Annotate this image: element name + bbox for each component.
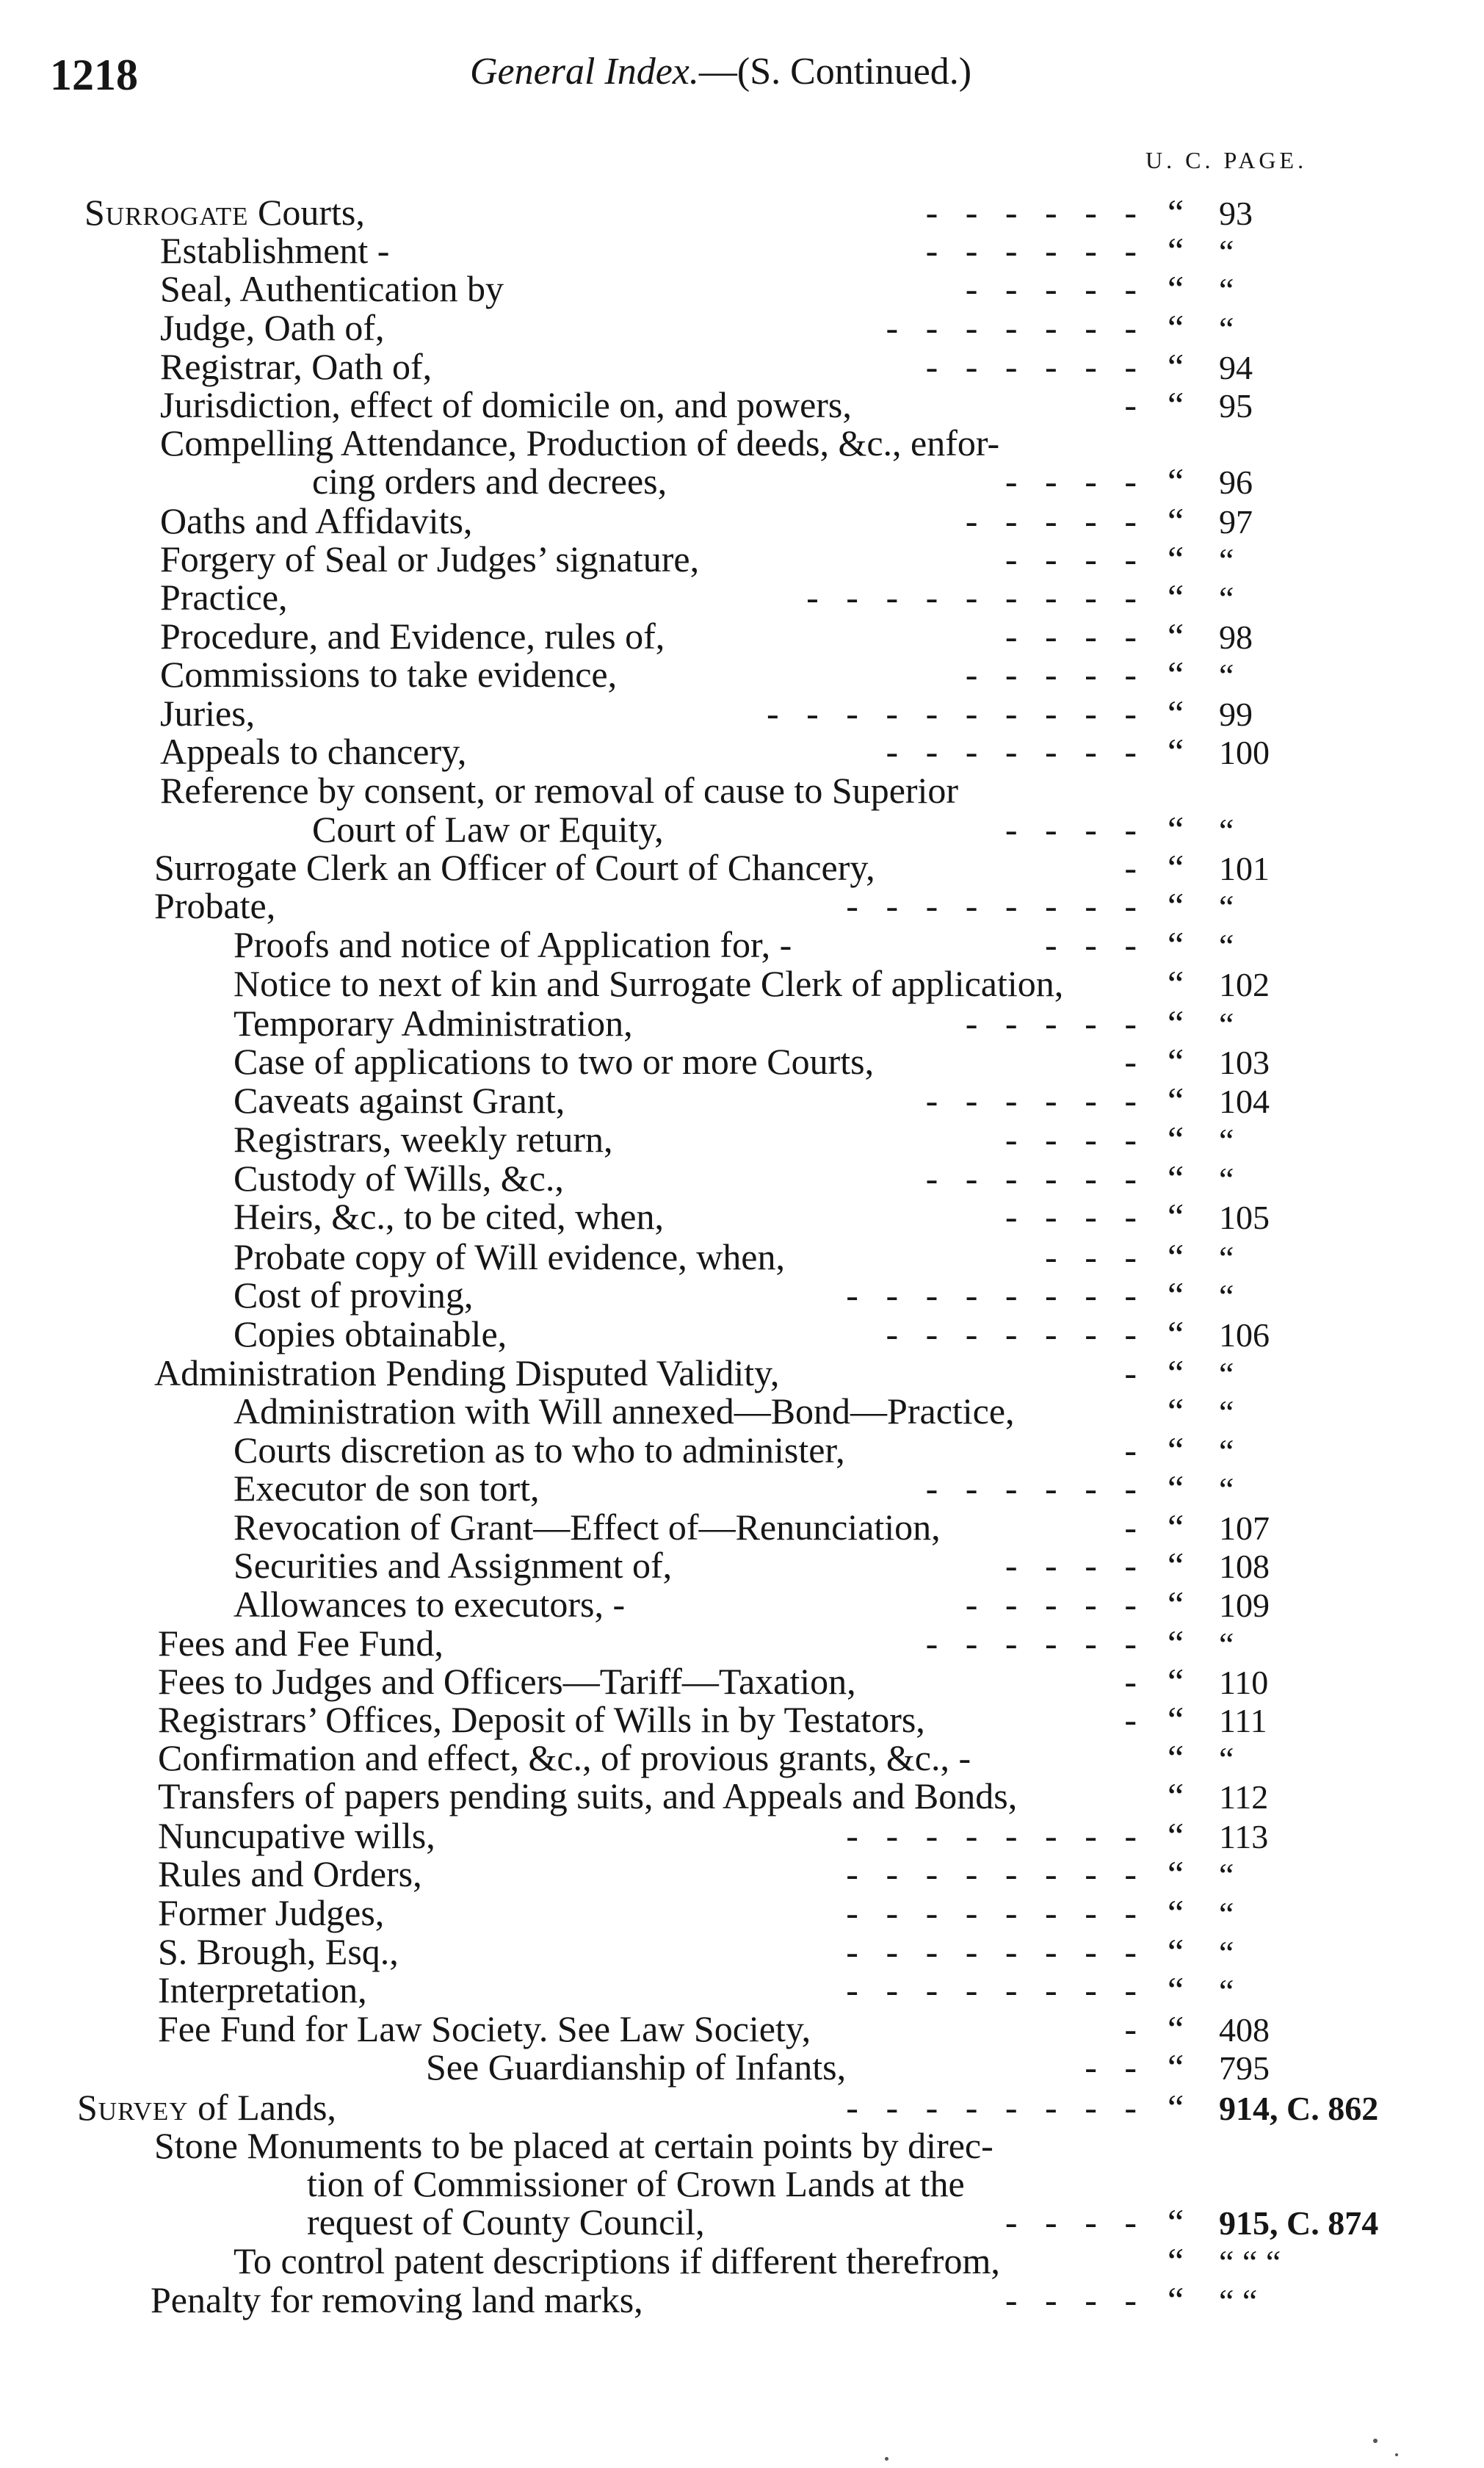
uc-ditto: “ xyxy=(1168,538,1184,580)
leader-dashes: - - xyxy=(1085,2046,1137,2088)
page-ref: “ xyxy=(1219,1972,1234,2010)
leader-dashes: - - - - - - - - xyxy=(846,1815,1137,1856)
index-entry xyxy=(0,1157,1484,1199)
index-entry xyxy=(0,692,1484,734)
leader-dashes: - xyxy=(1124,847,1137,888)
page-ref: “ xyxy=(1219,1239,1234,1277)
uc-ditto: “ xyxy=(1168,1119,1184,1160)
uc-ditto: “ xyxy=(1168,1699,1184,1740)
leader-dashes: - - - - - - - - xyxy=(846,885,1137,926)
entry-label: cing orders and decrees, xyxy=(312,461,667,502)
page-ref: “ xyxy=(1219,927,1234,964)
index-entry xyxy=(0,730,1484,772)
page-ref: 107 xyxy=(1219,1509,1270,1547)
speck xyxy=(1395,2453,1398,2456)
index-entry xyxy=(0,1467,1484,1509)
entry-label: tion of Commissioner of Crown Lands at the xyxy=(307,2163,965,2204)
index-entry xyxy=(0,1313,1484,1354)
uc-ditto: “ xyxy=(1168,577,1184,618)
index-entry xyxy=(0,1852,1484,1894)
entry-label xyxy=(77,2089,336,2126)
uc-ditto: “ xyxy=(1168,346,1184,387)
uc-ditto: “ xyxy=(1168,1661,1184,1702)
leader-dashes: - - - - - - xyxy=(925,192,1137,233)
uc-ditto: “ xyxy=(1168,1584,1184,1625)
leader-dashes: - xyxy=(1124,1661,1137,1702)
uc-ditto: “ xyxy=(1168,1507,1184,1548)
uc-ditto: “ xyxy=(1168,1390,1184,1432)
leader-dashes: - - - - - - - xyxy=(886,1313,1137,1354)
entry-label: Notice to next of kin and Surrogate Clerk of application, xyxy=(234,963,1064,1004)
entry-label: Seal, Authentication by xyxy=(160,268,504,309)
leader-dashes: - - - - - - - - - xyxy=(806,577,1137,618)
page-ref: 113 xyxy=(1219,1818,1269,1855)
page-ref: “ xyxy=(1219,580,1234,617)
entry-label: Forgery of Seal or Judges’ signature, xyxy=(160,538,700,580)
index-entry xyxy=(0,1390,1484,1432)
page-ref: “ xyxy=(1219,1006,1234,1043)
page-ref: “ xyxy=(1219,310,1234,347)
index-entry xyxy=(0,769,1484,811)
leader-dashes: - - - - - - - - xyxy=(846,1853,1137,1894)
page-ref: 95 xyxy=(1219,387,1253,425)
page-ref: “ “ xyxy=(1219,2282,1258,2320)
uc-ditto: “ xyxy=(1168,500,1184,541)
entry-label: Court of Law or Equity, xyxy=(312,809,664,850)
entry-label: Probate copy of Will evidence, when, xyxy=(234,1236,786,1277)
uc-ditto: “ xyxy=(1168,2201,1184,2243)
entry-label: Oaths and Affidavits, xyxy=(160,500,473,541)
leader-dashes: - - - - - - xyxy=(925,1468,1137,1509)
uc-ditto: “ xyxy=(1168,616,1184,657)
uc-ditto: “ xyxy=(1168,1274,1184,1316)
index-entry xyxy=(0,1118,1484,1160)
page-ref: 103 xyxy=(1219,1044,1270,1081)
page-ref: 914, C. 862 xyxy=(1219,2090,1379,2127)
page-ref: “ xyxy=(1219,1471,1234,1508)
index-entry xyxy=(0,422,1484,463)
page-ref: “ xyxy=(1219,657,1234,694)
index-entry xyxy=(0,460,1484,502)
page-ref: 795 xyxy=(1219,2049,1270,2087)
leader-dashes: - xyxy=(1124,2008,1137,2049)
index-entry xyxy=(0,499,1484,541)
leader-dashes: - xyxy=(1124,1352,1137,1393)
leader-dashes: - - - - - xyxy=(965,1003,1137,1044)
uc-ditto: “ xyxy=(1168,307,1184,348)
entry-label: Caveats against Grant, xyxy=(234,1080,565,1121)
page-ref: “ xyxy=(1219,1122,1234,1159)
entry-label: Judge, Oath of, xyxy=(160,307,385,348)
index-entry xyxy=(0,1775,1484,1816)
page-ref: 408 xyxy=(1219,2011,1270,2049)
uc-ditto: “ xyxy=(1168,1003,1184,1044)
uc-ditto: “ xyxy=(1168,885,1184,926)
uc-ditto: “ xyxy=(1168,1080,1184,1121)
index-entry xyxy=(0,653,1484,695)
index-entry xyxy=(0,615,1484,657)
entry-label: Revocation of Grant—Effect of—Renunciation, xyxy=(234,1507,941,1548)
index-entry xyxy=(0,1195,1484,1237)
entry-label: Rules and Orders, xyxy=(158,1853,422,1894)
leader-dashes: - xyxy=(1124,1041,1137,1082)
page-ref: 101 xyxy=(1219,850,1270,887)
entry-label: Case of applications to two or more Courts, xyxy=(234,1041,875,1082)
uc-ditto: “ xyxy=(1168,192,1184,233)
entry-label-text: of Lands, xyxy=(188,2087,336,2128)
index-entry xyxy=(0,1506,1484,1548)
index-entry xyxy=(0,2007,1484,2049)
page-ref: 112 xyxy=(1219,1778,1269,1816)
leader-dashes: - xyxy=(1124,1699,1137,1740)
entry-label: Jurisdiction, effect of domicile on, and powers, xyxy=(160,384,852,425)
uc-ditto: “ xyxy=(1168,384,1184,425)
entry-label: Fee Fund for Law Society. See Law Society, xyxy=(158,2008,811,2049)
index-entry xyxy=(0,1235,1484,1277)
entry-label: Administration with Will annexed—Bond—Practice, xyxy=(234,1390,1015,1432)
uc-ditto: “ xyxy=(1168,693,1184,734)
index-entry xyxy=(0,1429,1484,1471)
index-entry xyxy=(0,306,1484,348)
leader-dashes: - - - - xyxy=(1005,2279,1137,2320)
page-ref: 111 xyxy=(1219,1702,1267,1739)
page-ref: “ xyxy=(1219,1432,1234,1470)
uc-ditto: “ xyxy=(1168,1892,1184,1933)
entry-label: Executor de son tort, xyxy=(234,1468,540,1509)
page-ref: “ xyxy=(1219,1740,1234,1778)
entry-label: Cost of proving, xyxy=(234,1274,474,1316)
entry-label: Custody of Wills, &c., xyxy=(234,1158,564,1199)
uc-ditto: “ xyxy=(1168,230,1184,271)
index-entry xyxy=(0,2278,1484,2320)
entry-label: Stone Monuments to be placed at certain points by direc- xyxy=(154,2125,993,2166)
entry-label: Courts discretion as to who to administer, xyxy=(234,1429,845,1471)
uc-ditto: “ xyxy=(1168,1352,1184,1393)
page-ref: 96 xyxy=(1219,463,1253,501)
uc-ditto: “ xyxy=(1168,963,1184,1004)
leader-dashes: - - - xyxy=(1045,924,1137,965)
page-ref: 915, C. 874 xyxy=(1219,2204,1379,2242)
page-ref: “ xyxy=(1219,1626,1234,1663)
leader-dashes: - - - - - - - - - - xyxy=(766,693,1137,734)
uc-ditto: “ xyxy=(1168,847,1184,888)
page-ref: “ xyxy=(1219,233,1234,270)
entry-label: See Guardianship of Infants, xyxy=(426,2046,847,2088)
leader-dashes: - - - - - - - - xyxy=(846,1892,1137,1933)
leader-dashes: - - - - xyxy=(1005,1545,1137,1586)
running-head-italic: General Index. xyxy=(470,51,699,93)
entry-label: Registrars, weekly return, xyxy=(234,1119,613,1160)
page-ref: “ xyxy=(1219,1277,1234,1315)
index-entry xyxy=(0,1079,1484,1121)
uc-ditto: “ xyxy=(1168,1041,1184,1082)
index-entry xyxy=(0,1969,1484,2010)
uc-ditto: “ xyxy=(1168,1969,1184,2010)
uc-ditto: “ xyxy=(1168,731,1184,772)
leader-dashes: - - - - - - xyxy=(925,1080,1137,1121)
leader-dashes: - - - - xyxy=(1005,616,1137,657)
page-ref: 109 xyxy=(1219,1587,1270,1624)
uc-ditto: “ xyxy=(1168,1853,1184,1894)
uc-ditto: “ xyxy=(1168,1737,1184,1778)
page-ref: 106 xyxy=(1219,1316,1270,1354)
entry-label: Temporary Administration, xyxy=(234,1003,633,1044)
index-entry xyxy=(0,1352,1484,1393)
leader-dashes: - - - - xyxy=(1005,538,1137,580)
uc-ditto: “ xyxy=(1168,2240,1184,2281)
index-entry xyxy=(0,1274,1484,1316)
leader-dashes: - - - - xyxy=(1005,2201,1137,2243)
entry-label: Former Judges, xyxy=(158,1892,385,1933)
entry-label: Establishment - xyxy=(160,230,390,271)
index-entry xyxy=(0,2201,1484,2243)
index-entry xyxy=(0,1930,1484,1972)
entry-label: Allowances to executors, - xyxy=(234,1584,626,1625)
uc-ditto: “ xyxy=(1168,1313,1184,1354)
uc-ditto: “ xyxy=(1168,461,1184,502)
leader-dashes: - - - - - - xyxy=(925,1158,1137,1199)
index-entry xyxy=(0,383,1484,425)
index-entry xyxy=(0,1544,1484,1586)
entry-heading-word: Surrogate xyxy=(84,192,249,233)
uc-ditto: “ xyxy=(1168,1931,1184,1972)
uc-ditto: “ xyxy=(1168,1545,1184,1586)
entry-label: request of County Council, xyxy=(307,2201,705,2243)
running-head-rest: —(S. Continued.) xyxy=(698,51,972,93)
leader-dashes: - - - - - - xyxy=(925,1623,1137,1664)
index-entry xyxy=(0,191,1484,233)
uc-ditto: “ xyxy=(1168,2046,1184,2088)
index-entry xyxy=(0,2162,1484,2204)
entry-label: Administration Pending Disputed Validity, xyxy=(154,1352,780,1393)
entry-label: Securities and Assignment of, xyxy=(234,1545,673,1586)
page-ref: “ xyxy=(1219,812,1234,849)
uc-ditto: “ xyxy=(1168,2008,1184,2049)
index-entry xyxy=(0,2086,1484,2128)
speck xyxy=(885,2457,888,2461)
entry-label: Nuncupative wills, xyxy=(158,1815,435,1856)
uc-ditto: “ xyxy=(1168,1429,1184,1471)
index-entry xyxy=(0,1622,1484,1664)
leader-dashes: - - - - xyxy=(1005,461,1137,502)
page-ref: 99 xyxy=(1219,696,1253,733)
entry-label-text: Courts, xyxy=(248,192,365,233)
leader-dashes: - - - - xyxy=(1005,1119,1137,1160)
index-entry xyxy=(0,345,1484,387)
uc-ditto: “ xyxy=(1168,1158,1184,1199)
index-entry xyxy=(0,1814,1484,1856)
page-ref: 94 xyxy=(1219,349,1253,386)
entry-label: Fees to Judges and Officers—Tariff—Taxation, xyxy=(158,1661,856,1702)
index-entry xyxy=(0,1660,1484,1702)
index-entry xyxy=(0,1891,1484,1933)
uc-ditto: “ xyxy=(1168,268,1184,309)
entry-label: Fees and Fee Fund, xyxy=(158,1623,444,1664)
entry-heading-word: Survey xyxy=(77,2087,189,2128)
uc-ditto: “ xyxy=(1168,1623,1184,1664)
leader-dashes: - - - - - xyxy=(965,500,1137,541)
leader-dashes: - - - - - xyxy=(965,1584,1137,1625)
entry-label: Heirs, &c., to be cited, when, xyxy=(234,1196,664,1237)
page-ref: 100 xyxy=(1219,734,1270,771)
uc-ditto: “ xyxy=(1168,1815,1184,1856)
leader-dashes: - - - xyxy=(1045,1236,1137,1277)
entry-label xyxy=(84,194,365,231)
uc-ditto: “ xyxy=(1168,1236,1184,1277)
entry-label: S. Brough, Esq., xyxy=(158,1931,399,1972)
index-entry xyxy=(0,2240,1484,2281)
entry-label: Interpretation, xyxy=(158,1969,367,2010)
leader-dashes: - - - - - xyxy=(965,654,1137,695)
uc-ditto: “ xyxy=(1168,654,1184,695)
leader-dashes: - - - - - - - xyxy=(886,731,1137,772)
leader-dashes: - xyxy=(1124,384,1137,425)
leader-dashes: - - - - - - - xyxy=(886,307,1137,348)
entry-label: Compelling Attendance, Production of deeds, &c., enfor- xyxy=(160,422,1000,463)
leader-dashes: - - - - - - - - xyxy=(846,1931,1137,1972)
page-ref: 104 xyxy=(1219,1083,1270,1120)
index-entry xyxy=(0,267,1484,309)
uc-ditto: “ xyxy=(1168,1468,1184,1509)
entry-label: Proofs and notice of Application for, - xyxy=(234,924,792,965)
uc-ditto: “ xyxy=(1168,1196,1184,1237)
index-entry xyxy=(0,1698,1484,1740)
leader-dashes: - - - - xyxy=(1005,1196,1137,1237)
entry-label: Juries, xyxy=(160,693,256,734)
entry-label: Practice, xyxy=(160,577,288,618)
index-entry xyxy=(0,576,1484,618)
index-entry xyxy=(0,1736,1484,1778)
entry-label: To control patent descriptions if different therefrom, xyxy=(234,2240,1000,2281)
leader-dashes: - - - - - - - - xyxy=(846,1969,1137,2010)
page-ref: “ xyxy=(1219,1934,1234,1971)
page-ref: 108 xyxy=(1219,1548,1270,1585)
page-ref: “ “ “ xyxy=(1219,2243,1281,2281)
index-entry xyxy=(0,2124,1484,2166)
page-ref: 98 xyxy=(1219,618,1253,656)
uc-ditto: “ xyxy=(1168,809,1184,850)
entry-label: Probate, xyxy=(154,885,276,926)
page-ref: “ xyxy=(1219,271,1234,308)
leader-dashes: - - - - - xyxy=(965,268,1137,309)
page-number: 1218 xyxy=(50,51,138,99)
entry-label: Appeals to chancery, xyxy=(160,731,467,772)
index-entry xyxy=(0,962,1484,1004)
page-ref: 110 xyxy=(1219,1664,1269,1701)
leader-dashes: - - - - xyxy=(1005,809,1137,850)
leader-dashes: - - - - - - xyxy=(925,230,1137,271)
entry-label: Reference by consent, or removal of cause to Superior xyxy=(160,770,959,811)
entry-label: Registrars’ Offices, Deposit of Wills in by Testators, xyxy=(158,1699,925,1740)
page-ref: “ xyxy=(1219,1856,1234,1894)
index-entry xyxy=(0,923,1484,965)
index-entry xyxy=(0,538,1484,580)
leader-dashes: - - - - - - - - xyxy=(846,1274,1137,1316)
page-ref: 97 xyxy=(1219,503,1253,541)
page-ref: 105 xyxy=(1219,1199,1270,1236)
entry-label: Confirmation and effect, &c., of provious grants, &c., - xyxy=(158,1737,971,1778)
leader-dashes: - xyxy=(1124,1429,1137,1471)
leader-dashes: - xyxy=(1124,1507,1137,1548)
index-entry xyxy=(0,808,1484,850)
speck xyxy=(1373,2439,1378,2443)
entry-label: Penalty for removing land marks, xyxy=(151,2279,643,2320)
index-entry xyxy=(0,2046,1484,2088)
index-entry xyxy=(0,1583,1484,1625)
leader-dashes: - - - - - - - - xyxy=(846,2087,1137,2128)
page-ref: “ xyxy=(1219,1355,1234,1393)
page-ref: “ xyxy=(1219,888,1234,926)
uc-ditto: “ xyxy=(1168,2279,1184,2320)
entry-label: Surrogate Clerk an Officer of Court of Chancery, xyxy=(154,847,875,888)
leader-dashes: - - - - - - xyxy=(925,346,1137,387)
entry-label: Registrar, Oath of, xyxy=(160,346,432,387)
column-header: U. C. PAGE. xyxy=(1145,147,1308,173)
page-ref: “ xyxy=(1219,1393,1234,1431)
index-entry xyxy=(0,1040,1484,1082)
index-entry xyxy=(0,884,1484,926)
uc-ditto: “ xyxy=(1168,924,1184,965)
page-ref: 102 xyxy=(1219,966,1270,1003)
page-ref: “ xyxy=(1219,1161,1234,1198)
entry-label: Transfers of papers pending suits, and Appeals and Bonds, xyxy=(158,1775,1018,1816)
index-entry xyxy=(0,229,1484,271)
entry-label: Procedure, and Evidence, rules of, xyxy=(160,616,665,657)
page-ref: 93 xyxy=(1219,195,1253,232)
page-ref: “ xyxy=(1219,541,1234,579)
index-entry xyxy=(0,846,1484,888)
uc-ditto: “ xyxy=(1168,1775,1184,1816)
page-ref: “ xyxy=(1219,1895,1234,1933)
running-head xyxy=(470,53,971,91)
uc-ditto: “ xyxy=(1168,2087,1184,2128)
index-entry xyxy=(0,1002,1484,1044)
entry-label: Commissions to take evidence, xyxy=(160,654,618,695)
entry-label: Copies obtainable, xyxy=(234,1313,507,1354)
